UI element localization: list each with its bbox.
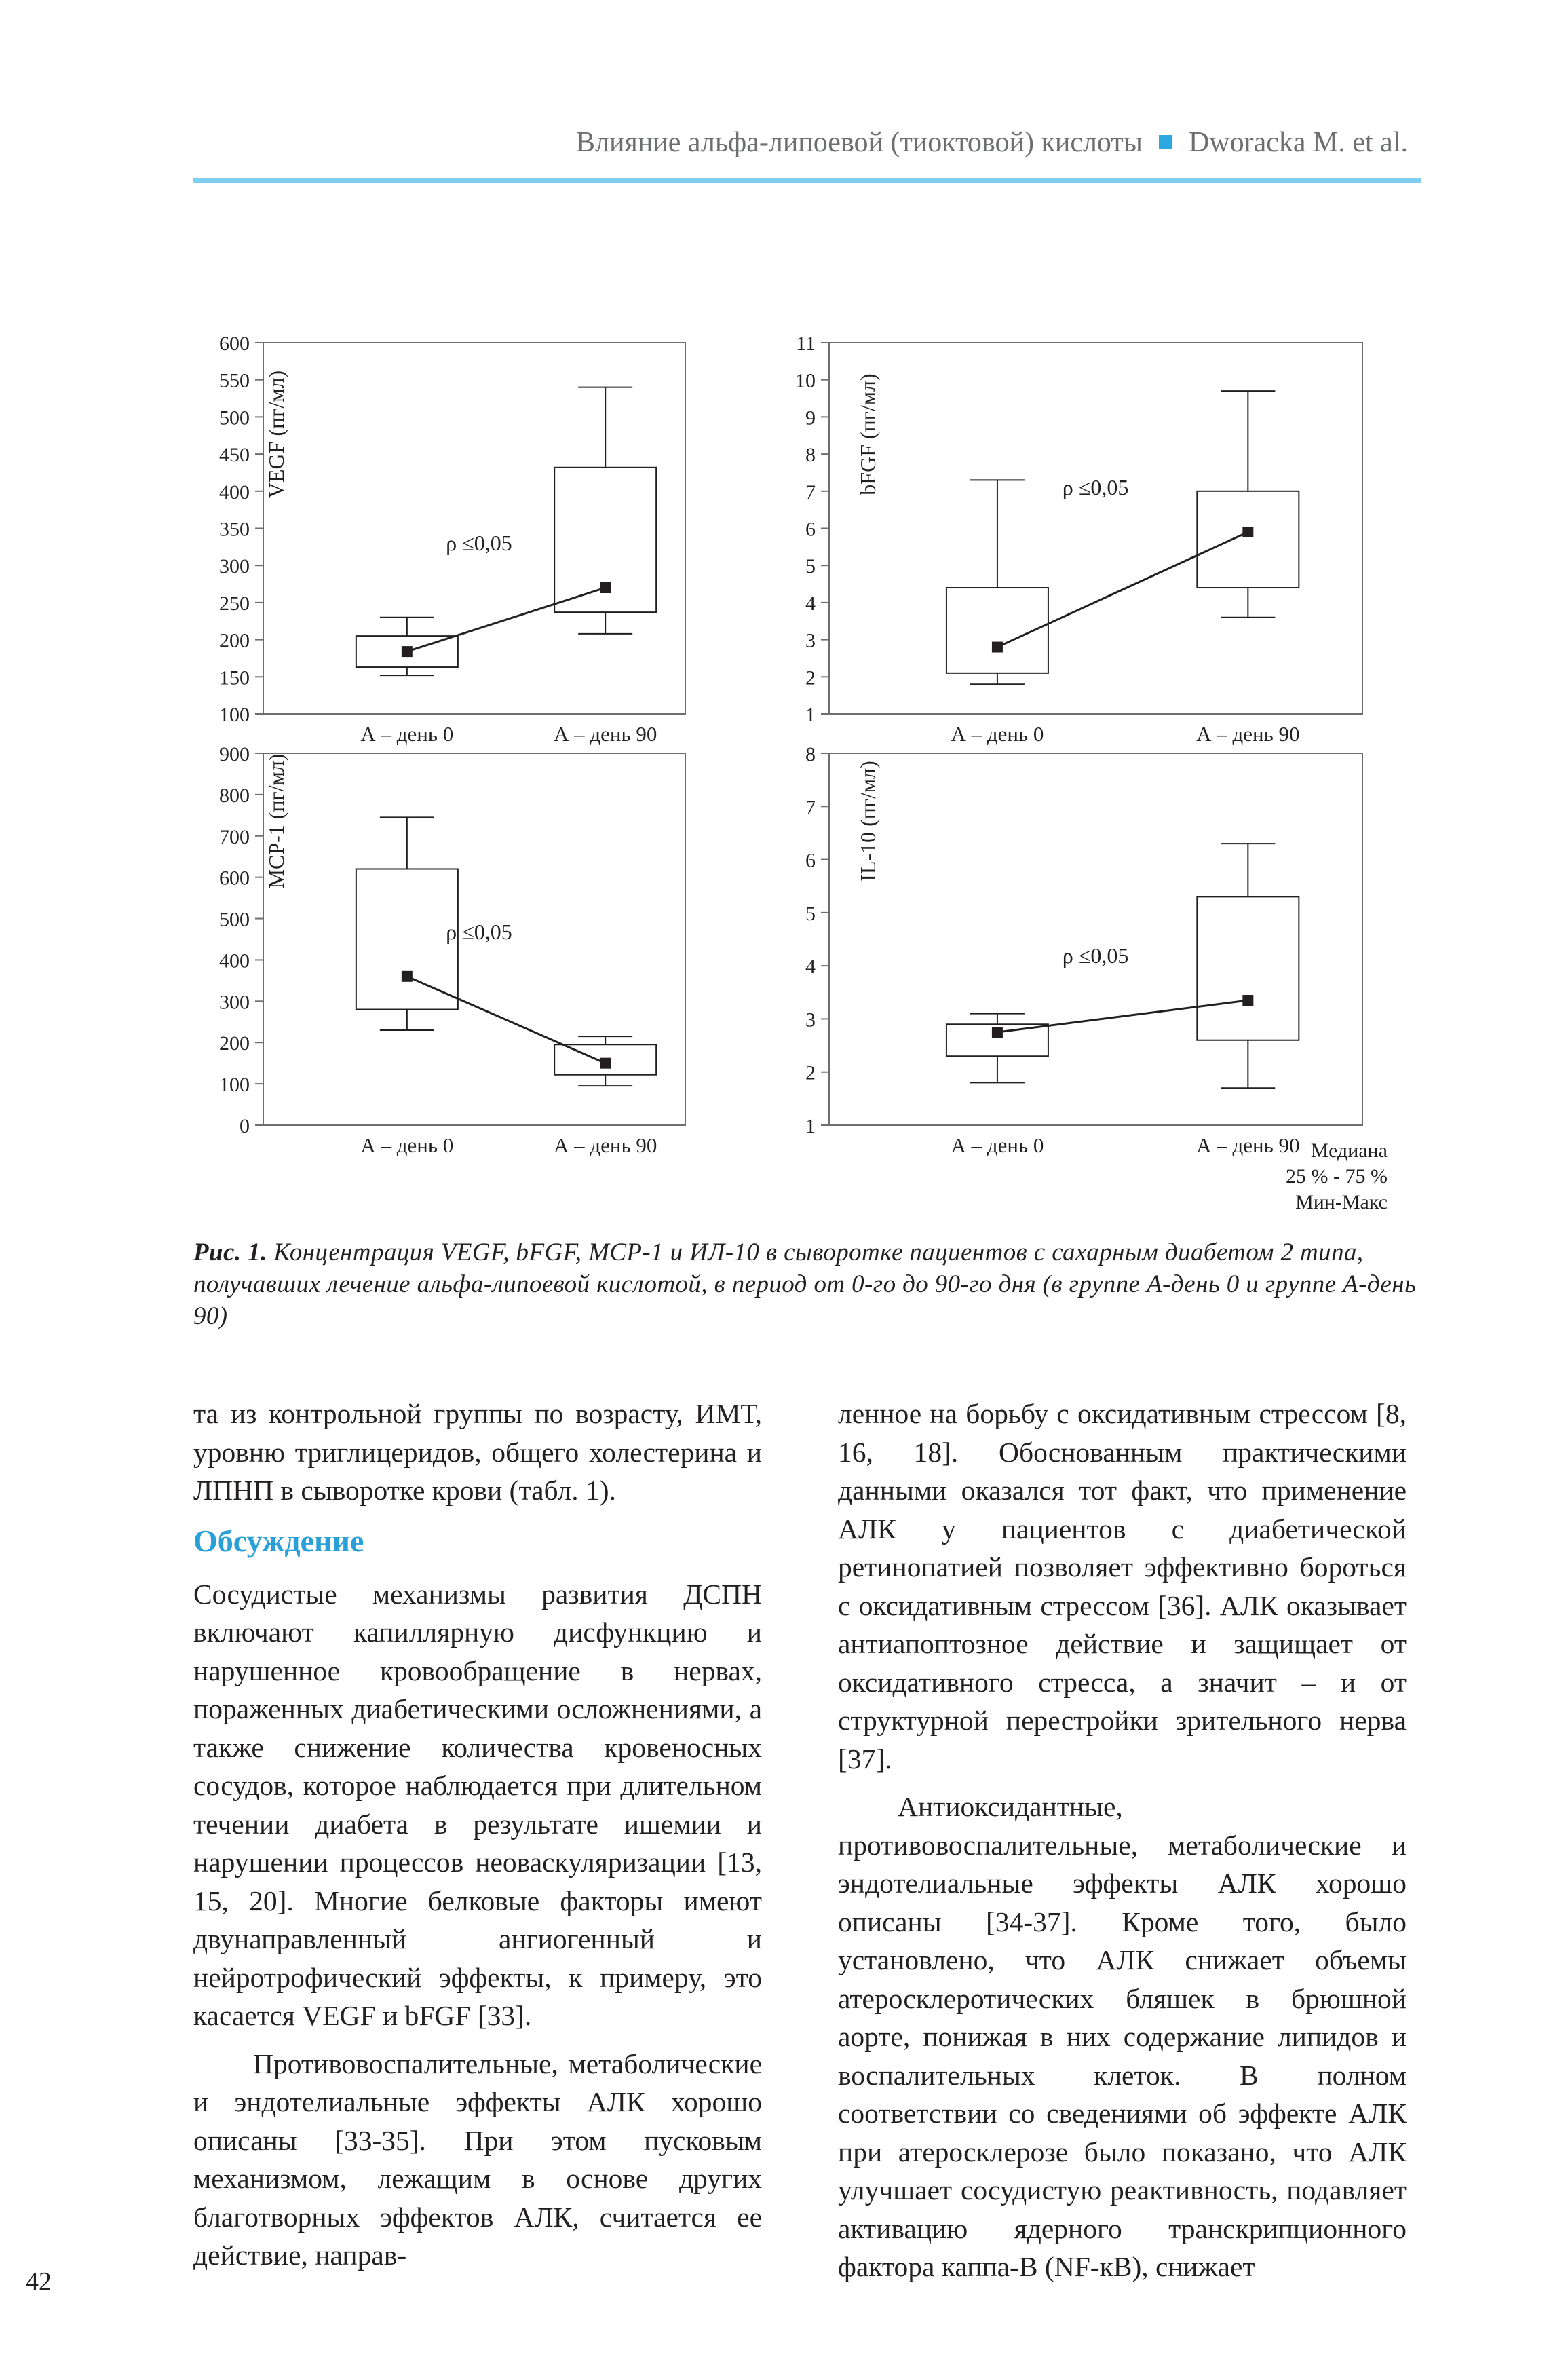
x-category-label: А – день 90 [553, 722, 657, 746]
y-tick-label: 1 [805, 1115, 816, 1137]
median-marker [600, 1058, 611, 1069]
y-tick-label: 100 [219, 1074, 250, 1097]
x-category-label: А – день 0 [360, 1133, 454, 1157]
paragraph: та из контрольной группы по возрасту, ИМТ, уровню триглицеридов, общего холестерина и ЛПНП в сыворотке крови (табл. 1). [193, 1398, 762, 1506]
y-tick-label: 450 [219, 444, 250, 467]
legend-entry: Медиана [1310, 1139, 1388, 1162]
y-tick-label: 2 [805, 1061, 816, 1084]
median-marker [1242, 995, 1253, 1006]
figure-caption [193, 1236, 1421, 1332]
caption-label: Рис. 1. [193, 1238, 267, 1266]
y-tick-label: 9 [805, 406, 816, 430]
median-trend-line [407, 977, 605, 1063]
y-axis-label: VEGF (пг/мл) [264, 370, 288, 499]
y-tick-label: 5 [805, 555, 816, 578]
y-tick-label: 700 [219, 825, 250, 848]
y-tick-label: 3 [805, 629, 816, 652]
y-tick-label: 800 [219, 784, 250, 807]
y-tick-label: 500 [219, 406, 250, 430]
paragraph: Сосудистые механизмы развития ДСПН включают капиллярную дисфункцию и нарушенное кровообращение в нервах, пораженных диабетическими осложнениями, а также снижение количества кровеносных сосудов, которое наблюдается при длительном течении диабета в результате ишемии и нарушении процессов неоваскуляризации [13, 15, 20]. Многие белковые факторы имеют двунаправленный ангиогенный и нейротрофический эффекты, к примеру, это касается VEGF и bFGF [33]. [193, 1578, 762, 2031]
y-axis-label: bFGF (пг/мл) [856, 373, 880, 495]
y-tick-label: 350 [219, 518, 250, 541]
p-value-annotation: ρ ≤0,05 [1062, 943, 1129, 968]
median-trend-line [407, 588, 605, 651]
paragraph: ленное на борьбу с оксидативным стрессом [8, 16, 18]. Обоснованным практическими данными оказался тот факт, что применение АЛК у пациентов с диабетической ретинопатией позволяет эффективно бороться с оксидативным стрессом [36]. АЛК оказывает антиапоптозное действие и защищает от оксидативного стресса, а значит – и от структурной перестройки зрительного нерва [37]. [838, 1398, 1407, 1775]
y-axis-label: IL-10 (пг/мл) [856, 761, 880, 882]
page-number: 42 [26, 2267, 52, 2296]
y-tick-label: 4 [805, 592, 816, 615]
y-tick-label: 600 [219, 333, 250, 355]
y-tick-label: 4 [805, 956, 816, 979]
y-tick-label: 7 [805, 796, 816, 819]
y-tick-label: 0 [240, 1115, 250, 1137]
y-tick-label: 11 [796, 333, 816, 355]
header-authors: Dworacka M. et al. [1188, 127, 1408, 158]
x-category-label: А – день 0 [360, 722, 454, 746]
y-tick-label: 10 [795, 369, 816, 392]
p-value-annotation: ρ ≤0,05 [446, 919, 512, 944]
y-tick-label: 150 [219, 666, 250, 689]
y-tick-label: 900 [219, 743, 250, 765]
section-heading: Обсуждение [193, 1523, 364, 1558]
x-category-label: А – день 90 [1196, 1133, 1300, 1157]
y-tick-label: 250 [219, 592, 250, 615]
median-marker [402, 971, 413, 982]
y-tick-label: 300 [219, 555, 250, 578]
iqr-box [1197, 896, 1299, 1040]
y-tick-label: 8 [805, 444, 816, 467]
y-tick-label: 8 [805, 743, 816, 765]
y-tick-label: 5 [805, 902, 816, 925]
iqr-box [356, 869, 458, 1009]
paragraph: Противовоспалительные, метаболические и эндотелиальные эффекты АЛК хорошо описаны [33-35]. При этом пусковым механизмом, лежащим в основе других благотворных эффектов АЛК, считается ее действие, направ- [193, 2047, 762, 2271]
text-column-left [193, 1395, 762, 2275]
y-tick-label: 550 [219, 369, 250, 392]
iqr-box [1197, 491, 1299, 588]
median-marker [992, 1027, 1003, 1038]
x-category-label: А – день 90 [553, 1133, 657, 1157]
p-value-annotation: ρ ≤0,05 [1062, 474, 1129, 499]
x-category-label: А – день 0 [951, 1133, 1044, 1157]
y-tick-label: 200 [219, 629, 250, 652]
y-tick-label: 200 [219, 1032, 250, 1055]
header-title: Влияние альфа-липоевой (тиоктовой) кислоты [576, 127, 1143, 158]
y-tick-label: 400 [219, 480, 250, 504]
median-marker [600, 582, 611, 593]
p-value-annotation: ρ ≤0,05 [446, 531, 512, 556]
y-tick-label: 100 [219, 704, 250, 726]
y-tick-label: 3 [805, 1008, 816, 1032]
x-category-label: А – день 90 [1196, 722, 1300, 746]
y-tick-label: 7 [805, 480, 816, 504]
y-tick-label: 300 [219, 991, 250, 1014]
text-column-right [838, 1395, 1407, 2286]
y-tick-label: 2 [805, 666, 816, 689]
legend-entry: Мин-Макс [1295, 1191, 1388, 1213]
y-tick-label: 6 [805, 518, 816, 541]
y-tick-label: 500 [219, 908, 250, 931]
legend-entry: 25 % - 75 % [1286, 1165, 1388, 1188]
median-marker [992, 642, 1003, 653]
y-axis-label: MCP-1 (пг/мл) [264, 753, 288, 889]
y-tick-label: 400 [219, 949, 250, 972]
paragraph: Антиоксидантные, противовоспалительные, метаболические и эндотелиальные эффекты АЛК хорошо описаны [34-37]. Кроме того, было установлено, что АЛК снижает объемы атеросклеротических бляшек в брюшной аорте, понижая в них содержание липидов и воспалительных клеток. В полном соответствии со сведениями об эффекте АЛК при атеросклерозе было показано, что АЛК улучшает сосудистую реактивность, подавляет активацию ядерного транскрипционного фактора каппа-B (NF-кB), снижает [838, 1791, 1407, 2282]
y-tick-label: 1 [805, 704, 816, 726]
y-tick-label: 600 [219, 867, 250, 890]
caption-text: Концентрация VEGF, bFGF, MCP-1 и ИЛ-10 в сыворотке пациентов с сахарным диабетом 2 типа, получавших лечение альфа-липоевой кислотой, в период от 0-го до 90-го дня (в группе А-день 0 и группе А-день 90) [193, 1238, 1417, 1330]
x-category-label: А – день 0 [951, 722, 1044, 746]
median-marker [402, 646, 413, 657]
median-marker [1242, 527, 1253, 537]
y-tick-label: 6 [805, 849, 816, 872]
